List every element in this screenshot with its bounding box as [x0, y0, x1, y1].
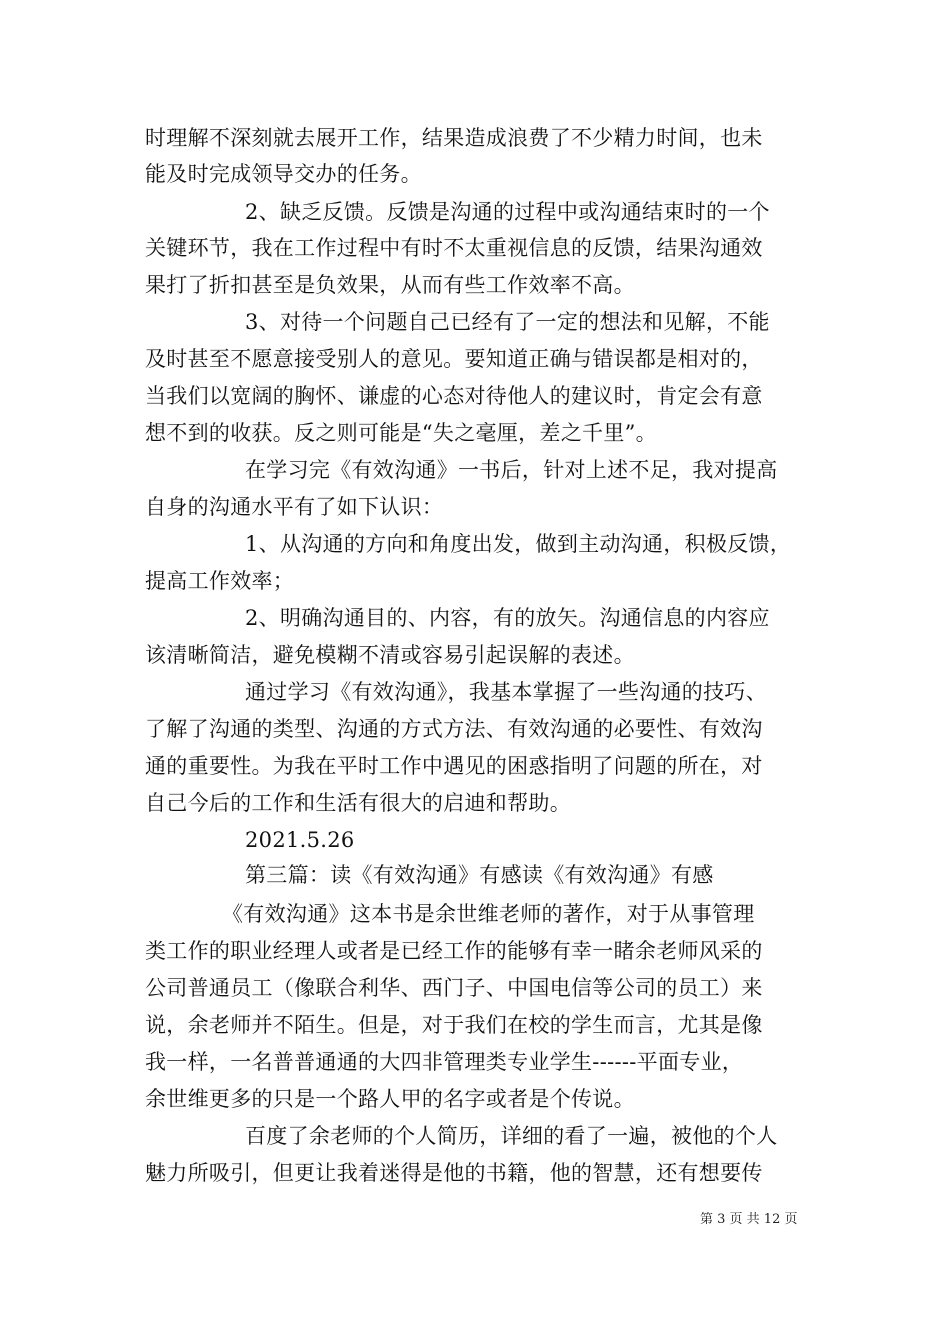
- text-line: 果打了折扣甚至是负效果，从而有些工作效率不高。: [145, 273, 635, 297]
- text-line: 《有效沟通》这本书是余世维老师的著作，对于从事管理: [222, 902, 755, 926]
- text-line: 百度了余老师的个人简历，详细的看了一遍，被他的个人: [245, 1124, 778, 1148]
- section-heading: 第三篇：读《有效沟通》有感读《有效沟通》有感: [245, 863, 714, 887]
- text-line: 余世维更多的只是一个路人甲的名字或者是个传说。: [145, 1087, 635, 1111]
- text-line: 提高工作效率；: [145, 569, 295, 593]
- text-line: 自己今后的工作和生活有很大的启迪和帮助。: [145, 791, 571, 815]
- text-line: 公司普通员工（像联合利华、西门子、中国电信等公司的员工）来: [145, 976, 763, 1000]
- text-line: 1、从沟通的方向和角度出发，做到主动沟通，积极反馈，: [245, 532, 792, 556]
- text-line: 我一样，一名普普通通的大四非管理类专业学生------平面专业，: [145, 1050, 744, 1074]
- text-line: 了解了沟通的类型、沟通的方式方法、有效沟通的必要性、有效沟: [145, 717, 763, 741]
- text-line: 自身的沟通水平有了如下认识：: [145, 495, 444, 519]
- text-line: 该清晰简洁，避免模糊不清或容易引起误解的表述。: [145, 643, 635, 667]
- text-line: 魅力所吸引，但更让我着迷得是他的书籍，他的智慧，还有想要传: [145, 1161, 763, 1185]
- text-line: 3、对待一个问题自己已经有了一定的想法和见解，不能: [245, 310, 770, 334]
- text-line: 想不到的收获。反之则可能是“失之毫厘，差之千里”。: [145, 421, 657, 445]
- text-line: 在学习完《有效沟通》一书后，针对上述不足，我对提高: [245, 458, 778, 482]
- text-line: 说，余老师并不陌生。但是，对于我们在校的学生而言，尤其是像: [145, 1013, 763, 1037]
- text-line: 能及时完成领导交办的任务。: [145, 162, 422, 186]
- text-line: 通过学习《有效沟通》，我基本掌握了一些沟通的技巧、: [245, 680, 767, 704]
- text-line: 时理解不深刻就去展开工作，结果造成浪费了不少精力时间，也未: [145, 126, 763, 150]
- text-line: 当我们以宽阔的胸怀、谦虚的心态对待他人的建议时，肯定会有意: [145, 384, 763, 408]
- text-line: 关键环节，我在工作过程中有时不太重视信息的反馈，结果沟通效: [145, 236, 763, 260]
- text-line: 2、缺乏反馈。反馈是沟通的过程中或沟通结束时的一个: [245, 200, 770, 224]
- text-line: 类工作的职业经理人或者是已经工作的能够有幸一睹余老师风采的: [145, 939, 763, 963]
- text-line: 通的重要性。为我在平时工作中遇见的困惑指明了问题的所在，对: [145, 754, 763, 778]
- text-line: 及时甚至不愿意接受别人的意见。要知道正确与错误都是相对的，: [145, 347, 763, 371]
- text-line: 2、明确沟通目的、内容，有的放矢。沟通信息的内容应: [245, 606, 770, 630]
- page-number-footer: 第 3 页 共 12 页: [700, 1212, 798, 1227]
- date-line: 2021.5.26: [245, 828, 355, 852]
